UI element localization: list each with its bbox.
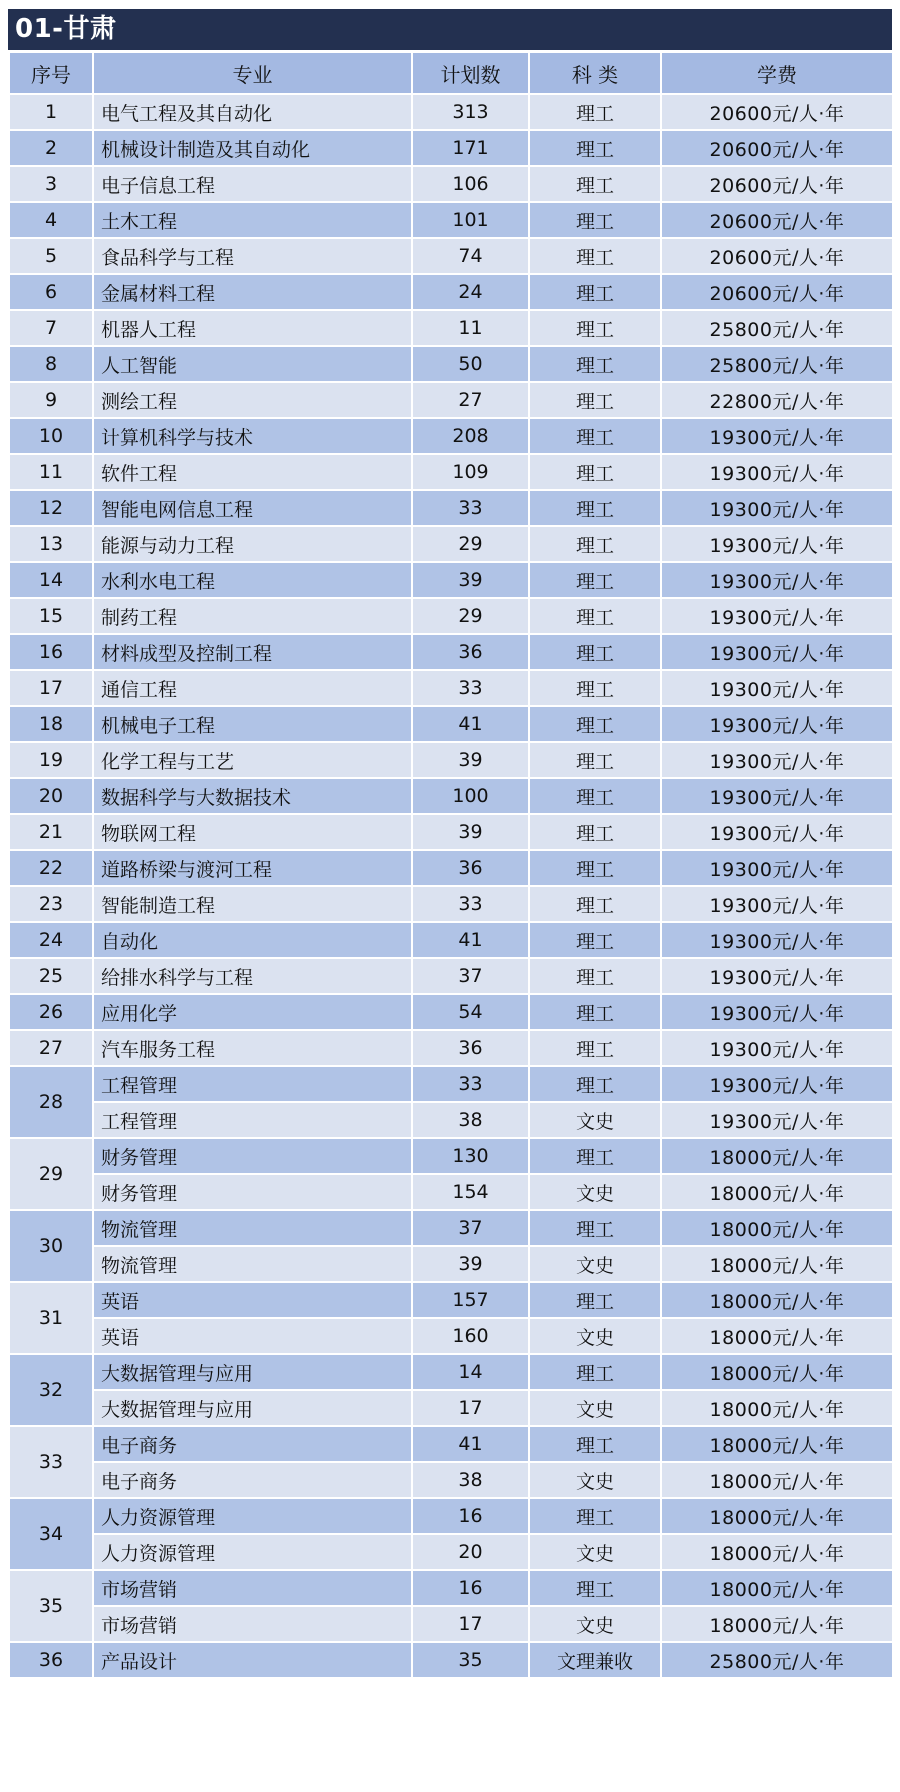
table-row — [9, 1282, 893, 1318]
cell-seq: 2 — [9, 130, 93, 166]
cell-fee: 19300元/人·年 — [661, 490, 893, 526]
cell-seq: 31 — [9, 1282, 93, 1354]
cell-plan: 29 — [412, 526, 529, 562]
cell-fee: 19300元/人·年 — [661, 742, 893, 778]
cell-fee: 18000元/人·年 — [661, 1462, 893, 1498]
cell-fee: 19300元/人·年 — [661, 922, 893, 958]
cell-fee: 18000元/人·年 — [661, 1498, 893, 1534]
table-row — [9, 850, 893, 886]
cell-fee: 18000元/人·年 — [661, 1318, 893, 1354]
header-major: 专业 — [93, 52, 412, 94]
cell-seq: 36 — [9, 1642, 93, 1678]
cell-seq: 4 — [9, 202, 93, 238]
cell-major: 软件工程 — [93, 454, 412, 490]
cell-category: 理工 — [529, 778, 661, 814]
table-row — [9, 1462, 893, 1498]
cell-major: 人力资源管理 — [93, 1498, 412, 1534]
cell-seq: 9 — [9, 382, 93, 418]
cell-fee: 18000元/人·年 — [661, 1174, 893, 1210]
cell-major: 智能电网信息工程 — [93, 490, 412, 526]
cell-plan: 101 — [412, 202, 529, 238]
cell-plan: 41 — [412, 922, 529, 958]
cell-major: 材料成型及控制工程 — [93, 634, 412, 670]
table-row — [9, 886, 893, 922]
table-row — [9, 1534, 893, 1570]
cell-major: 数据科学与大数据技术 — [93, 778, 412, 814]
cell-fee: 19300元/人·年 — [661, 1030, 893, 1066]
table-row — [9, 958, 893, 994]
cell-seq: 3 — [9, 166, 93, 202]
cell-major: 产品设计 — [93, 1642, 412, 1678]
cell-category: 理工 — [529, 418, 661, 454]
cell-plan: 20 — [412, 1534, 529, 1570]
cell-seq: 16 — [9, 634, 93, 670]
cell-major: 电气工程及其自动化 — [93, 94, 412, 130]
table-row — [9, 202, 893, 238]
cell-plan: 16 — [412, 1570, 529, 1606]
cell-plan: 100 — [412, 778, 529, 814]
table-row — [9, 94, 893, 130]
cell-fee: 20600元/人·年 — [661, 202, 893, 238]
cell-plan: 109 — [412, 454, 529, 490]
table-row — [9, 130, 893, 166]
table-row — [9, 1642, 893, 1678]
cell-category: 理工 — [529, 454, 661, 490]
cell-major: 通信工程 — [93, 670, 412, 706]
cell-category: 理工 — [529, 1138, 661, 1174]
cell-plan: 54 — [412, 994, 529, 1030]
table-row — [9, 1138, 893, 1174]
cell-category: 理工 — [529, 814, 661, 850]
cell-category: 理工 — [529, 238, 661, 274]
cell-fee: 18000元/人·年 — [661, 1138, 893, 1174]
cell-fee: 25800元/人·年 — [661, 1642, 893, 1678]
cell-category: 理工 — [529, 1498, 661, 1534]
cell-fee: 19300元/人·年 — [661, 454, 893, 490]
cell-major: 市场营销 — [93, 1606, 412, 1642]
table-header-row — [9, 52, 893, 94]
cell-seq: 11 — [9, 454, 93, 490]
cell-category: 理工 — [529, 670, 661, 706]
cell-plan: 39 — [412, 742, 529, 778]
table-row — [9, 706, 893, 742]
cell-plan: 157 — [412, 1282, 529, 1318]
cell-category: 理工 — [529, 310, 661, 346]
cell-seq: 20 — [9, 778, 93, 814]
cell-category: 理工 — [529, 1570, 661, 1606]
cell-major: 能源与动力工程 — [93, 526, 412, 562]
cell-major: 大数据管理与应用 — [93, 1354, 412, 1390]
cell-category: 文史 — [529, 1390, 661, 1426]
table-row — [9, 1174, 893, 1210]
cell-plan: 33 — [412, 886, 529, 922]
cell-plan: 38 — [412, 1462, 529, 1498]
cell-major: 人力资源管理 — [93, 1534, 412, 1570]
cell-plan: 14 — [412, 1354, 529, 1390]
cell-fee: 19300元/人·年 — [661, 850, 893, 886]
header-plan: 计划数 — [412, 52, 529, 94]
cell-fee: 19300元/人·年 — [661, 778, 893, 814]
table-body — [9, 94, 893, 1678]
cell-seq: 6 — [9, 274, 93, 310]
table-row — [9, 562, 893, 598]
cell-fee: 18000元/人·年 — [661, 1534, 893, 1570]
cell-major: 土木工程 — [93, 202, 412, 238]
cell-seq: 7 — [9, 310, 93, 346]
cell-plan: 39 — [412, 1246, 529, 1282]
cell-plan: 41 — [412, 706, 529, 742]
cell-plan: 39 — [412, 562, 529, 598]
table-row — [9, 1246, 893, 1282]
cell-major: 化学工程与工艺 — [93, 742, 412, 778]
cell-major: 工程管理 — [93, 1066, 412, 1102]
table-row — [9, 310, 893, 346]
cell-major: 道路桥梁与渡河工程 — [93, 850, 412, 886]
table-row — [9, 418, 893, 454]
cell-seq: 32 — [9, 1354, 93, 1426]
cell-major: 水利水电工程 — [93, 562, 412, 598]
header-fee: 学费 — [661, 52, 893, 94]
cell-seq: 22 — [9, 850, 93, 886]
cell-category: 文史 — [529, 1534, 661, 1570]
table-row — [9, 1066, 893, 1102]
cell-category: 理工 — [529, 562, 661, 598]
cell-category: 理工 — [529, 598, 661, 634]
cell-category: 理工 — [529, 1066, 661, 1102]
table-row — [9, 598, 893, 634]
cell-fee: 22800元/人·年 — [661, 382, 893, 418]
cell-seq: 19 — [9, 742, 93, 778]
table-row — [9, 634, 893, 670]
cell-seq: 23 — [9, 886, 93, 922]
cell-category: 理工 — [529, 1210, 661, 1246]
cell-seq: 12 — [9, 490, 93, 526]
table-row — [9, 670, 893, 706]
cell-fee: 19300元/人·年 — [661, 418, 893, 454]
cell-category: 文理兼收 — [529, 1642, 661, 1678]
cell-plan: 33 — [412, 1066, 529, 1102]
cell-seq: 26 — [9, 994, 93, 1030]
cell-plan: 16 — [412, 1498, 529, 1534]
cell-seq: 13 — [9, 526, 93, 562]
cell-fee: 19300元/人·年 — [661, 634, 893, 670]
cell-seq: 25 — [9, 958, 93, 994]
cell-fee: 18000元/人·年 — [661, 1354, 893, 1390]
cell-category: 理工 — [529, 1354, 661, 1390]
table-row — [9, 1210, 893, 1246]
cell-fee: 19300元/人·年 — [661, 1066, 893, 1102]
cell-fee: 19300元/人·年 — [661, 526, 893, 562]
cell-plan: 38 — [412, 1102, 529, 1138]
cell-major: 财务管理 — [93, 1138, 412, 1174]
cell-fee: 19300元/人·年 — [661, 670, 893, 706]
cell-major: 物流管理 — [93, 1210, 412, 1246]
cell-seq: 5 — [9, 238, 93, 274]
cell-plan: 36 — [412, 1030, 529, 1066]
cell-seq: 30 — [9, 1210, 93, 1282]
cell-plan: 154 — [412, 1174, 529, 1210]
admission-plan-table — [8, 51, 894, 1679]
cell-major: 市场营销 — [93, 1570, 412, 1606]
cell-fee: 18000元/人·年 — [661, 1390, 893, 1426]
cell-fee: 19300元/人·年 — [661, 814, 893, 850]
cell-plan: 160 — [412, 1318, 529, 1354]
cell-fee: 19300元/人·年 — [661, 958, 893, 994]
cell-major: 制药工程 — [93, 598, 412, 634]
cell-category: 理工 — [529, 526, 661, 562]
cell-plan: 171 — [412, 130, 529, 166]
cell-fee: 18000元/人·年 — [661, 1246, 893, 1282]
cell-category: 理工 — [529, 202, 661, 238]
cell-seq: 10 — [9, 418, 93, 454]
cell-plan: 50 — [412, 346, 529, 382]
cell-fee: 18000元/人·年 — [661, 1606, 893, 1642]
cell-seq: 21 — [9, 814, 93, 850]
cell-major: 给排水科学与工程 — [93, 958, 412, 994]
table-row — [9, 1354, 893, 1390]
cell-category: 理工 — [529, 1030, 661, 1066]
cell-seq: 1 — [9, 94, 93, 130]
cell-plan: 130 — [412, 1138, 529, 1174]
cell-plan: 33 — [412, 670, 529, 706]
cell-plan: 39 — [412, 814, 529, 850]
cell-seq: 27 — [9, 1030, 93, 1066]
cell-plan: 29 — [412, 598, 529, 634]
cell-major: 人工智能 — [93, 346, 412, 382]
cell-category: 文史 — [529, 1102, 661, 1138]
cell-seq: 24 — [9, 922, 93, 958]
cell-plan: 33 — [412, 490, 529, 526]
cell-plan: 74 — [412, 238, 529, 274]
cell-category: 理工 — [529, 994, 661, 1030]
cell-fee: 20600元/人·年 — [661, 166, 893, 202]
cell-plan: 35 — [412, 1642, 529, 1678]
table-row — [9, 814, 893, 850]
table-row — [9, 1102, 893, 1138]
cell-major: 机器人工程 — [93, 310, 412, 346]
table-row — [9, 1570, 893, 1606]
cell-major: 机械电子工程 — [93, 706, 412, 742]
cell-plan: 106 — [412, 166, 529, 202]
cell-category: 文史 — [529, 1318, 661, 1354]
cell-major: 机械设计制造及其自动化 — [93, 130, 412, 166]
table-row — [9, 994, 893, 1030]
cell-seq: 8 — [9, 346, 93, 382]
cell-fee: 19300元/人·年 — [661, 886, 893, 922]
cell-category: 理工 — [529, 742, 661, 778]
cell-major: 金属材料工程 — [93, 274, 412, 310]
cell-fee: 18000元/人·年 — [661, 1210, 893, 1246]
table-row — [9, 454, 893, 490]
cell-plan: 17 — [412, 1390, 529, 1426]
cell-seq: 17 — [9, 670, 93, 706]
cell-major: 应用化学 — [93, 994, 412, 1030]
cell-category: 理工 — [529, 382, 661, 418]
cell-major: 大数据管理与应用 — [93, 1390, 412, 1426]
cell-major: 物联网工程 — [93, 814, 412, 850]
cell-category: 理工 — [529, 346, 661, 382]
cell-category: 理工 — [529, 886, 661, 922]
cell-fee: 19300元/人·年 — [661, 1102, 893, 1138]
cell-fee: 19300元/人·年 — [661, 562, 893, 598]
sheet-title: 01-甘肃 — [8, 9, 892, 50]
cell-fee: 20600元/人·年 — [661, 274, 893, 310]
cell-seq: 35 — [9, 1570, 93, 1642]
cell-seq: 18 — [9, 706, 93, 742]
cell-category: 文史 — [529, 1462, 661, 1498]
cell-category: 文史 — [529, 1174, 661, 1210]
cell-plan: 17 — [412, 1606, 529, 1642]
cell-plan: 208 — [412, 418, 529, 454]
cell-category: 理工 — [529, 130, 661, 166]
cell-fee: 19300元/人·年 — [661, 598, 893, 634]
cell-fee: 19300元/人·年 — [661, 994, 893, 1030]
cell-category: 理工 — [529, 850, 661, 886]
cell-fee: 25800元/人·年 — [661, 310, 893, 346]
cell-category: 理工 — [529, 922, 661, 958]
cell-category: 理工 — [529, 166, 661, 202]
cell-major: 电子商务 — [93, 1426, 412, 1462]
cell-major: 工程管理 — [93, 1102, 412, 1138]
cell-seq: 29 — [9, 1138, 93, 1210]
table-row — [9, 1498, 893, 1534]
table-row — [9, 1606, 893, 1642]
cell-major: 智能制造工程 — [93, 886, 412, 922]
cell-major: 自动化 — [93, 922, 412, 958]
table-row — [9, 1390, 893, 1426]
cell-major: 电子商务 — [93, 1462, 412, 1498]
cell-plan: 11 — [412, 310, 529, 346]
cell-seq: 14 — [9, 562, 93, 598]
table-row — [9, 922, 893, 958]
header-category: 科 类 — [529, 52, 661, 94]
cell-plan: 24 — [412, 274, 529, 310]
cell-major: 计算机科学与技术 — [93, 418, 412, 454]
cell-fee: 20600元/人·年 — [661, 130, 893, 166]
table-row — [9, 274, 893, 310]
cell-category: 理工 — [529, 1282, 661, 1318]
cell-plan: 36 — [412, 634, 529, 670]
cell-fee: 20600元/人·年 — [661, 238, 893, 274]
cell-fee: 20600元/人·年 — [661, 94, 893, 130]
table-row — [9, 382, 893, 418]
table-row — [9, 1318, 893, 1354]
cell-fee: 18000元/人·年 — [661, 1570, 893, 1606]
cell-fee: 19300元/人·年 — [661, 706, 893, 742]
cell-category: 文史 — [529, 1246, 661, 1282]
cell-major: 英语 — [93, 1282, 412, 1318]
cell-seq: 33 — [9, 1426, 93, 1498]
table-row — [9, 778, 893, 814]
table-row — [9, 1426, 893, 1462]
cell-category: 理工 — [529, 1426, 661, 1462]
cell-plan: 41 — [412, 1426, 529, 1462]
cell-major: 测绘工程 — [93, 382, 412, 418]
cell-seq: 34 — [9, 1498, 93, 1570]
cell-fee: 18000元/人·年 — [661, 1282, 893, 1318]
table-row — [9, 1030, 893, 1066]
table-row — [9, 238, 893, 274]
cell-category: 理工 — [529, 274, 661, 310]
cell-major: 电子信息工程 — [93, 166, 412, 202]
cell-fee: 25800元/人·年 — [661, 346, 893, 382]
cell-major: 物流管理 — [93, 1246, 412, 1282]
table-row — [9, 526, 893, 562]
table-row — [9, 490, 893, 526]
cell-major: 食品科学与工程 — [93, 238, 412, 274]
cell-plan: 36 — [412, 850, 529, 886]
cell-category: 理工 — [529, 94, 661, 130]
cell-fee: 18000元/人·年 — [661, 1426, 893, 1462]
table-row — [9, 742, 893, 778]
cell-category: 理工 — [529, 634, 661, 670]
cell-category: 文史 — [529, 1606, 661, 1642]
cell-major: 英语 — [93, 1318, 412, 1354]
table-row — [9, 166, 893, 202]
cell-plan: 27 — [412, 382, 529, 418]
header-seq: 序号 — [9, 52, 93, 94]
cell-plan: 37 — [412, 958, 529, 994]
cell-category: 理工 — [529, 958, 661, 994]
cell-seq: 15 — [9, 598, 93, 634]
cell-category: 理工 — [529, 706, 661, 742]
cell-seq: 28 — [9, 1066, 93, 1138]
cell-category: 理工 — [529, 490, 661, 526]
table-row — [9, 346, 893, 382]
cell-major: 汽车服务工程 — [93, 1030, 412, 1066]
cell-plan: 313 — [412, 94, 529, 130]
cell-plan: 37 — [412, 1210, 529, 1246]
cell-major: 财务管理 — [93, 1174, 412, 1210]
